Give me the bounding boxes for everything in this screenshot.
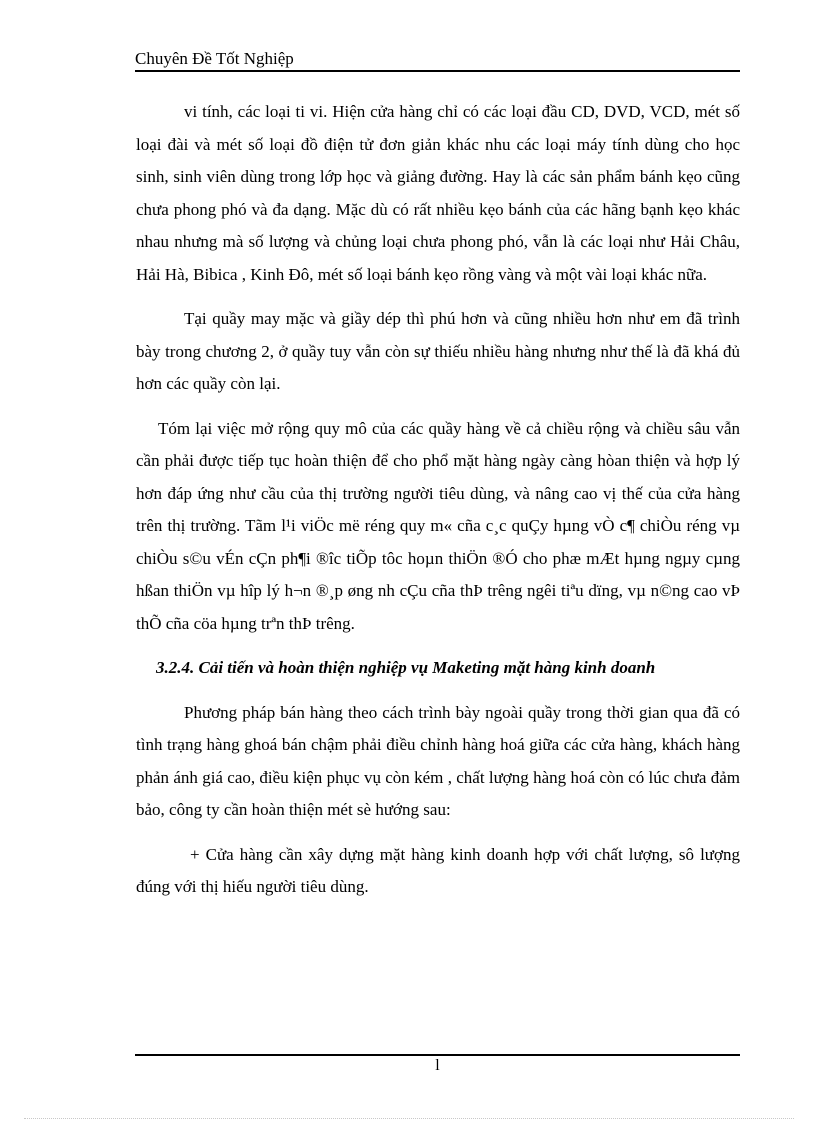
page-header-title: Chuyên Đề Tốt Nghiệp <box>135 49 294 68</box>
header-rule <box>135 70 740 72</box>
document-body <box>136 96 740 904</box>
paragraph-clothing-counter: Tại quầy may mặc và giầy dép thì phú hơn và cũng nhiều hơn như em đã trình bày trong chương 2, ở quầy tuy vẫn còn sự thiếu nhiều hàng nhưng như thế là đã khá đủ hơn các quầy còn lại. <box>136 309 740 393</box>
paragraph-sales-method: Phương pháp bán hàng theo cách trình bày ngoài quầy trong thời gian qua đã có tình trạng hàng ghoá bán chậm phải điều chỉnh hàng hoá giữa các cửa hàng, khách hàng phản ánh giá cao, điều kiện phục vụ còn kém , chất lượng hàng hoá còn có lúc chưa đảm bảo, công ty cần hoàn thiện mét sè hướng sau: <box>136 702 740 819</box>
section-heading: 3.2.4. Cải tiến và hoàn thiện nghiệp vụ Maketing mặt hàng kinh doanh <box>156 658 656 677</box>
paragraph-electronics: vi tính, các loại ti vi. Hiện cửa hàng chỉ có các loại đầu CD, DVD, VCD, mét số loại đài và mét số loại đồ điện tử đơn giản khác nhu các loại máy tính dùng cho học sinh, sinh viên dùng trong lớp học và giảng đường. Hay là các sản phẩm bánh kẹo cũng chưa phong phó và đa dạng. Mặc dù có rất nhiều kẹo bánh của các hãng bạnh kẹo khác nhau nhưng mà số lượng và chủng loại chưa phong phó, vẫn là các loại như Hải Châu, Hải Hà, Bibica , Kinh Đô, mét số loại bánh kẹo rồng vàng và một vài loại khác nữa. <box>136 102 740 284</box>
paragraph-bullet-store: + Cửa hàng cần xây dựng mặt hàng kinh doanh hợp với chất lượng, sô lượng đúng với thị hiếu người tiêu dùng. <box>136 844 740 896</box>
page-number: l <box>435 1057 440 1074</box>
paragraph-summary: Tóm lại việc mở rộng quy mô của các quầy hàng về cả chiều rộng và chiều sâu vẫn cần phải được tiếp tục hoàn thiện để cho phổ mặt hàng ngày càng hòan thiện và hợp lý hơn đáp ứng như cầu của thị trường người tiêu dùng, và nâng cao vị thế của cửa hàng trên thị trường. Tãm l¹i viÖc më réng quy m« cña c¸c quÇy hµng vÒ c¶ chiÒu réng vµ chiÒu s©u vÉn cÇn ph¶i ®îc tiÕp tôc hoµn thiÖn ®Ó cho phæ mÆt hµng ngµy cµng hßan thiÖn vµ hîp lý h¬n ®¸p øng nh cÇu cña thÞ trêng ngêi tiªu dïng, vµ n©ng cao vÞ thÕ cña cöa hµng trªn thÞ trêng. <box>136 418 740 633</box>
page-edge-dotted-line <box>24 1118 794 1119</box>
